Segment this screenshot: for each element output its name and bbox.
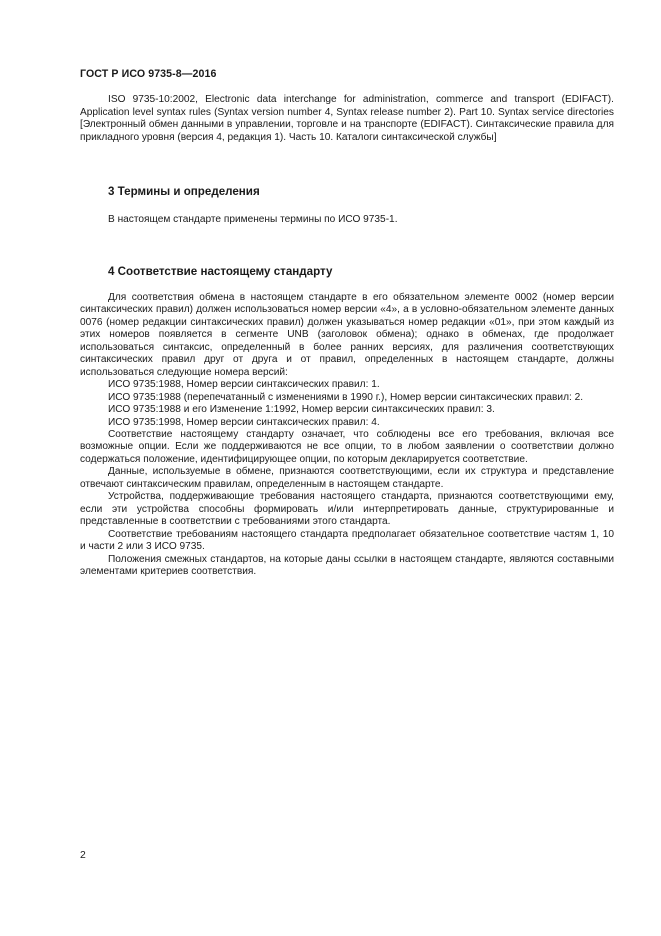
section-4-heading: 4 Соответствие настоящему стандарту <box>108 265 333 278</box>
version-list-item: ИСО 9735:1988, Номер версии синтаксических правил: 1. <box>108 379 380 391</box>
section-4-body <box>80 292 614 578</box>
paragraph: Положения смежных стандартов, на которые даны ссылки в настоящем стандарте, являются составными элементами критериев соответствия. <box>80 553 614 577</box>
paragraph: Данные, используемые в обмене, признаются соответствующими, если их структура и представление отвечают синтаксическим правилам, определенным в настоящем стандарте. <box>80 466 614 490</box>
document-header: ГОСТ Р ИСО 9735-8—2016 <box>80 68 217 80</box>
paragraph: Соответствие требованиям настоящего стандарта предполагает обязательное соответствие частям 1, 10 и части 2 или 3 ИСО 9735. <box>80 528 614 553</box>
page-number: 2 <box>80 850 86 861</box>
paragraph: Устройства, поддерживающие требования настоящего стандарта, признаются соответствующими ему, если эти устройства способны формировать и/или интерпретировать данные, структурированные и представленные в соответствии с требованиями этого стандарта. <box>80 491 614 528</box>
paragraph: Для соответствия обмена в настоящем стандарте в его обязательном элементе 0002 (номер версии синтаксических правил) должен использоваться номер версии «4», а в условно-обязательном элементе данных 0076 (номер редакции синтаксических правил) должен указываться номер редакции «01», при этом каждый из этих номеров появляется в сегменте UNB (заголовок обмена); однако в обменах, где продолжает использоваться синтаксис, определенный в более ранних версиях, для различения соответствующих синтаксических правил друг от друга и от правил, определенных в настоящем стандарте, должны использоваться следующие номера версий: <box>80 292 614 378</box>
version-list-item: ИСО 9735:1998, Номер версии синтаксических правил: 4. <box>108 416 380 428</box>
reference-text: ISO 9735-10:2002, Electronic data interchange for administration, commerce and transport (EDIFACT). Application level syntax rules (Syntax version number 4, Syntax release number 2). Part 10. Syntax service directories [Электронный обмен данными в управлении, торговле и на транспорте (EDIFACT). Синтаксические правила для прикладного уровня (версия 4, редакция 1). Часть 10. Каталоги синтаксической службы] <box>80 94 614 143</box>
section-3-body <box>80 214 614 227</box>
version-list-item: ИСО 9735:1988 (перепечатанный с изменениями в 1990 г.), Номер версии синтаксических правил: 2. <box>108 391 584 403</box>
paragraph: Соответствие настоящему стандарту означает, что соблюдены все его требования, включая все возможные опции. Если же поддерживаются не все опции, то в любом заявлении о соответствии должно содержаться положение, идентифицирующее опции, по которым декларируется соответствие. <box>80 428 614 465</box>
version-list-item: ИСО 9735:1988 и его Изменение 1:1992, Номер версии синтаксических правил: 3. <box>108 404 495 416</box>
reference-entry <box>80 94 614 144</box>
section-3-heading: 3 Термины и определения <box>108 185 260 198</box>
paragraph: В настоящем стандарте применены термины по ИСО 9735-1. <box>108 214 398 225</box>
